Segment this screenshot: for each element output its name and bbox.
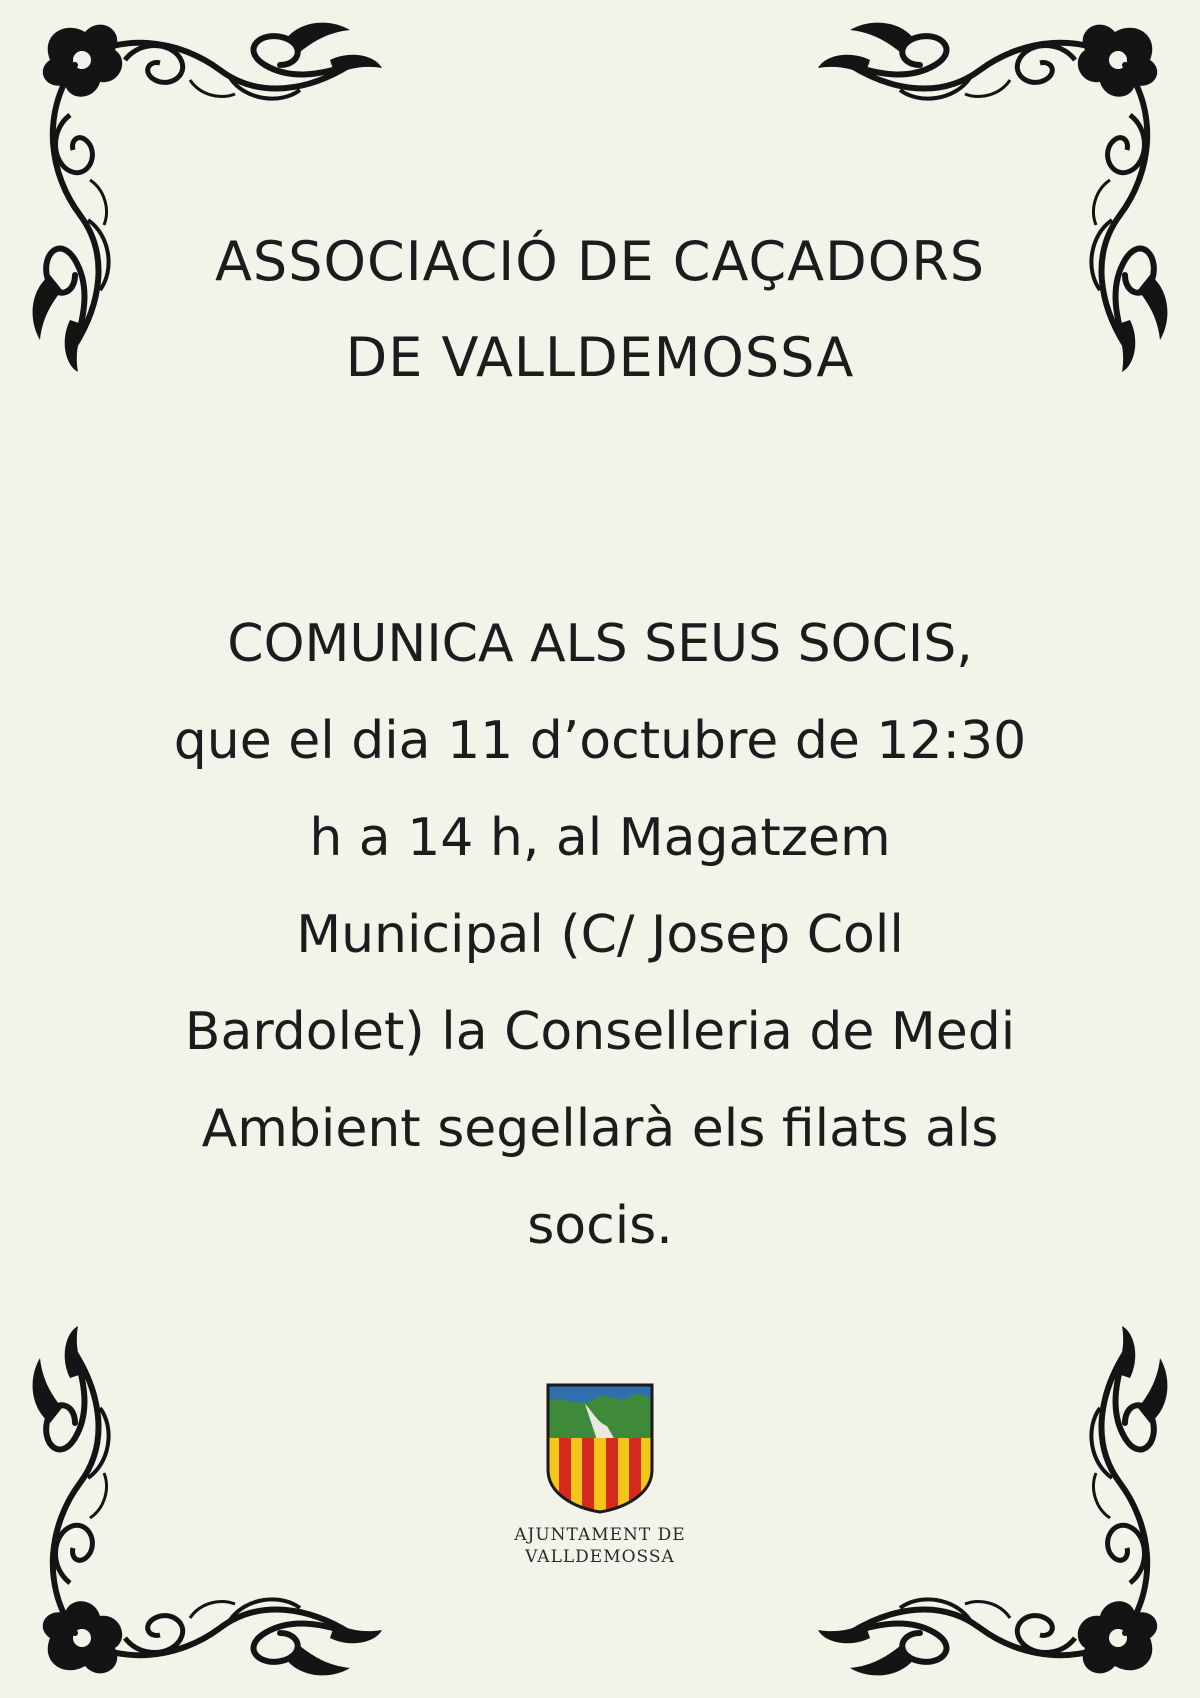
page-title [150,214,1050,406]
title-line: DE VALLDEMOSSA [345,326,855,389]
flourish-ornament-icon [810,1318,1170,1678]
announcement-line: COMUNICA ALS SEUS SOCIS, [227,614,973,674]
coat-of-arms-logo [545,1382,655,1514]
flourish-ornament-icon [30,1318,390,1678]
town-label-line: VALLDEMOSSA [525,1547,675,1567]
town-label-line: AJUNTAMENT DE [514,1525,686,1545]
town-council-label [480,1524,720,1568]
announcement-line: Ambient segellarà els filats als [201,1099,999,1159]
announcement-line: que el dia 11 d’octubre de 12:30 [173,711,1027,771]
announcement-line: socis. [527,1196,673,1256]
announcement-text [120,596,1080,1275]
announcement-line: h a 14 h, al Magatzem [309,808,891,868]
title-line: ASSOCIACIÓ DE CAÇADORS [214,230,985,293]
corner-ornament-bottom-right [810,1318,1170,1678]
announcement-line: Municipal (C/ Josep Coll [296,905,904,965]
announcement-line: Bardolet) la Conselleria de Medi [184,1002,1016,1062]
valldemossa-coat-of-arms-icon [545,1382,655,1514]
corner-ornament-bottom-left [30,1318,390,1678]
